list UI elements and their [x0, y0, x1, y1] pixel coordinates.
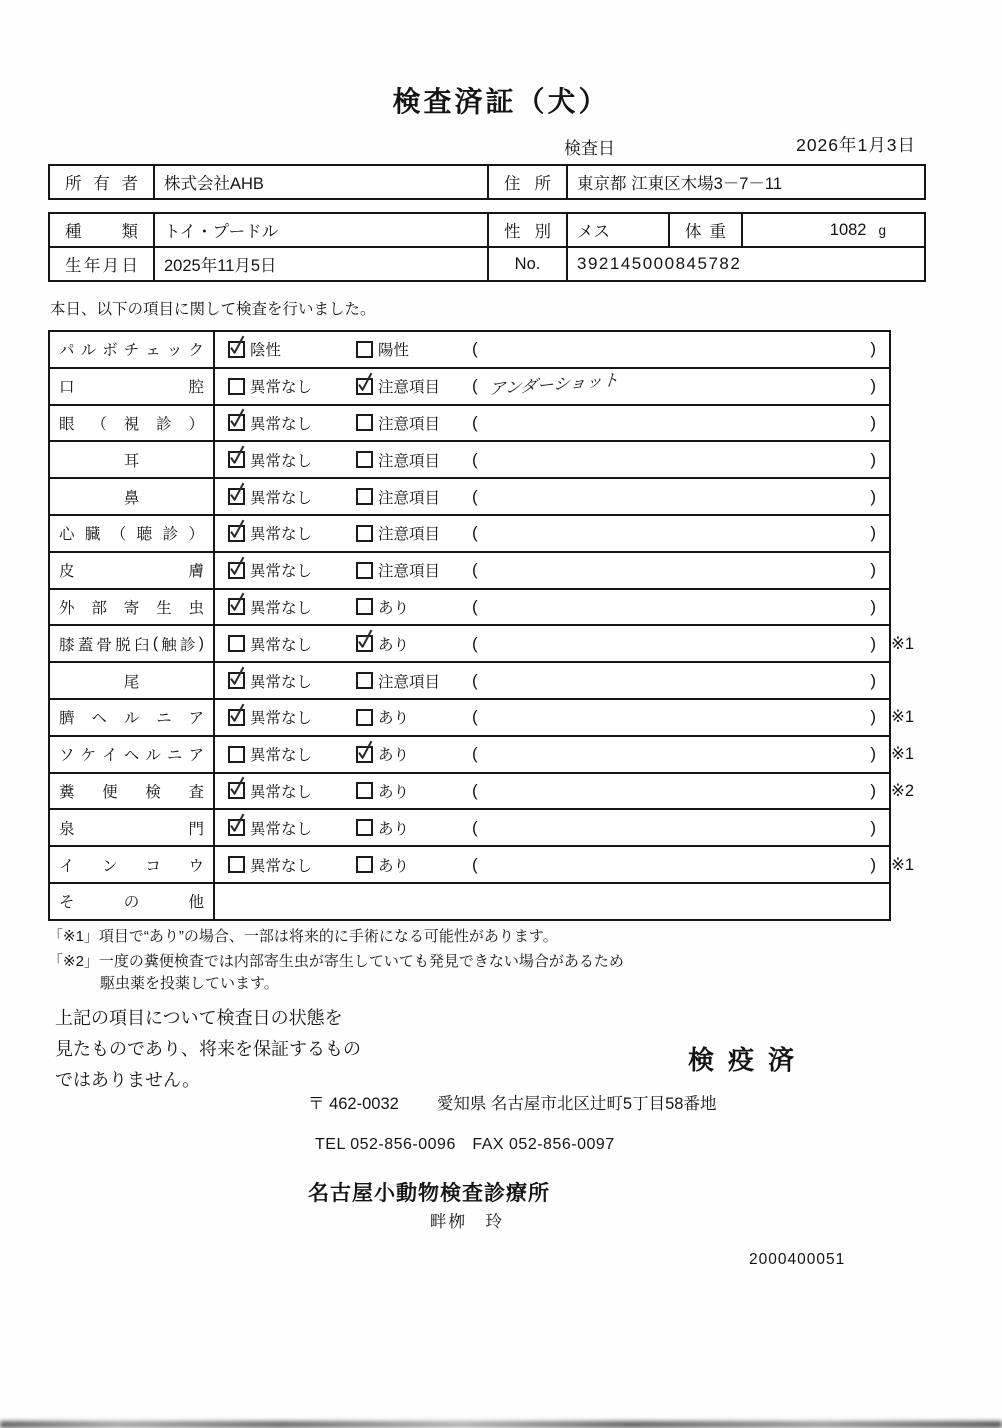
checkbox[interactable]	[356, 525, 373, 542]
open-paren: (	[472, 376, 478, 396]
serial-number: 2000400051	[749, 1251, 846, 1268]
weight-unit: g	[878, 222, 886, 238]
close-paren: )	[870, 376, 876, 396]
checkbox[interactable]	[228, 856, 245, 873]
option-label: 注意項目	[378, 563, 441, 581]
inspection-date-label: 検査日	[564, 139, 615, 158]
open-paren: (	[472, 596, 478, 616]
notes-area	[471, 442, 889, 477]
option-label: 注意項目	[378, 415, 441, 433]
checklist-item-label: 心 臓 （ 聴 診 ）	[50, 516, 215, 551]
option-cell	[343, 332, 471, 367]
checkbox[interactable]	[356, 378, 373, 395]
open-paren: (	[472, 412, 478, 432]
option-cell	[343, 442, 471, 477]
open-paren: (	[472, 744, 478, 764]
option-cell	[343, 590, 471, 625]
checklist-item-label: 皮 膚	[50, 553, 215, 588]
checklist-item-label: ソ ケ イ ヘ ル ニ ア	[50, 737, 215, 772]
close-paren: )	[870, 707, 876, 727]
address-value: 東京都 江東区木場3－7－11	[577, 175, 783, 193]
checklist-item-label: イ ン コ ウ	[50, 847, 215, 882]
sex-value: メス	[568, 214, 670, 246]
checklist-row	[50, 663, 889, 700]
row-marker: ※1	[891, 634, 915, 653]
open-paren: (	[472, 780, 478, 800]
note-text: アンダーショット	[488, 371, 620, 399]
checklist-item-label: 耳	[50, 442, 215, 477]
veterinarian-name: 畔栁 玲	[430, 1213, 504, 1231]
checkbox[interactable]	[356, 746, 373, 763]
option-cell	[215, 847, 343, 882]
option-cell	[215, 626, 343, 661]
option-label: 異常なし	[250, 452, 313, 470]
option-cell	[215, 406, 343, 441]
option-label: 異常なし	[250, 379, 313, 397]
option-cell	[343, 369, 471, 404]
notes-area	[471, 626, 889, 661]
checklist-row	[50, 626, 915, 663]
option-cell	[215, 553, 343, 588]
option-label: 陽性	[378, 342, 410, 360]
option-label: 異常なし	[250, 857, 313, 875]
option-cell	[343, 700, 471, 735]
option-label: 異常なし	[250, 747, 313, 765]
checkbox[interactable]	[228, 488, 245, 505]
notes-area	[471, 700, 889, 735]
notes-area	[471, 663, 889, 698]
open-paren: (	[472, 670, 478, 690]
row-marker: ※2	[891, 781, 915, 800]
owner-row	[50, 166, 924, 198]
option-cell	[215, 369, 343, 404]
open-paren: (	[472, 449, 478, 469]
close-paren: )	[870, 633, 876, 653]
option-cell	[215, 590, 343, 625]
option-label: 異常なし	[250, 563, 313, 581]
no-label: No.	[489, 248, 568, 280]
checkbox[interactable]	[356, 488, 373, 505]
breed-value: トイ・プードル	[155, 214, 489, 246]
option-label: 注意項目	[378, 673, 441, 691]
clinic-postal-line	[308, 1090, 716, 1114]
breed-label: 種 類	[50, 214, 155, 246]
notes-area	[471, 332, 889, 367]
option-cell	[343, 847, 471, 882]
option-label: 異常なし	[250, 783, 313, 801]
footnote-2: 「※2」一度の糞便検査では内部寄生虫が寄生していても発見できない場合があるため	[48, 953, 624, 970]
checklist-item-label: 膝 蓋 骨 脱 臼 ( 触 診 )	[50, 626, 215, 661]
checkbox[interactable]	[356, 819, 373, 836]
option-cell	[215, 663, 343, 698]
disclaimer-line-1: 上記の項目について検査日の状態を	[55, 1008, 343, 1028]
notes-area	[471, 847, 889, 882]
postal-code: 〒 462-0032	[308, 1095, 399, 1113]
notes-area	[471, 479, 889, 514]
close-paren: )	[870, 339, 876, 359]
option-label: 異常なし	[250, 599, 313, 617]
quarantine-stamp: 検疫済	[688, 1045, 809, 1075]
option-cell	[343, 406, 471, 441]
open-paren: (	[472, 854, 478, 874]
option-label: 注意項目	[378, 526, 441, 544]
checkbox[interactable]	[228, 414, 245, 431]
owner-table	[48, 164, 926, 200]
checklist-row	[50, 406, 889, 443]
option-cell	[215, 516, 343, 551]
checkbox[interactable]	[228, 709, 245, 726]
close-paren: )	[870, 670, 876, 690]
sex-label: 性 別	[489, 214, 568, 246]
checklist-row	[50, 590, 889, 627]
option-cell	[343, 479, 471, 514]
notes-area	[471, 810, 889, 845]
option-label: 陰性	[250, 342, 282, 360]
option-label: あり	[378, 783, 410, 801]
option-label: あり	[378, 857, 410, 875]
close-paren: )	[870, 817, 876, 837]
notes-area	[471, 590, 889, 625]
option-cell	[343, 663, 471, 698]
open-paren: (	[472, 707, 478, 727]
checkbox[interactable]	[356, 856, 373, 873]
checklist-item-label: 口 腔	[50, 369, 215, 404]
checkbox[interactable]	[228, 672, 245, 689]
notes-area	[471, 774, 889, 809]
option-label: あり	[378, 710, 410, 728]
checklist-row	[50, 774, 915, 811]
checklist-item-label: 外 部 寄 生 虫	[50, 590, 215, 625]
checklist-row	[50, 810, 889, 847]
address-label: 住 所	[489, 166, 568, 198]
close-paren: )	[870, 854, 876, 874]
checkbox[interactable]	[228, 341, 245, 358]
checklist-item-label: そ の 他	[50, 884, 215, 919]
checklist-item-label: 尾	[50, 663, 215, 698]
close-paren: )	[870, 486, 876, 506]
checkbox[interactable]	[228, 746, 245, 763]
checkbox[interactable]	[356, 341, 373, 358]
checklist-item-label: 糞 便 検 査	[50, 774, 215, 809]
row-marker: ※1	[891, 745, 915, 764]
owner-label: 所 有 者	[50, 166, 155, 198]
option-label: あり	[378, 599, 410, 617]
open-paren: (	[472, 560, 478, 580]
option-label: 注意項目	[378, 379, 441, 397]
checkbox[interactable]	[356, 598, 373, 615]
option-label: あり	[378, 636, 410, 654]
open-paren: (	[472, 633, 478, 653]
checklist-row	[50, 479, 889, 516]
checklist-row	[50, 369, 889, 406]
option-cell	[343, 516, 471, 551]
disclaimer-line-2: 見たものであり、将来を保証するもの	[55, 1039, 361, 1059]
option-cell	[215, 479, 343, 514]
weight-label: 体 重	[670, 214, 743, 246]
checkbox[interactable]	[356, 709, 373, 726]
option-label: 異常なし	[250, 526, 313, 544]
birth-row	[50, 246, 924, 280]
checkbox[interactable]	[228, 562, 245, 579]
option-label: 異常なし	[250, 636, 313, 654]
inspection-date-value: 2026年1月3日	[796, 135, 916, 155]
checklist-row	[50, 516, 889, 553]
checklist-row	[50, 737, 915, 774]
clinic-address: 愛知県 名古屋市北区辻町5丁目58番地	[436, 1095, 717, 1113]
notes-area	[471, 369, 889, 404]
checklist-row	[50, 884, 889, 919]
footnote-2-continued: 駆虫薬を投薬しています。	[100, 975, 279, 992]
clinic-tel-fax: TEL 052-856-0096 FAX 052-856-0097	[315, 1136, 615, 1153]
checklist-item-label: パ ル ボ チ ェ ッ ク	[50, 332, 215, 367]
option-cell	[215, 774, 343, 809]
checklist-row	[50, 553, 889, 590]
checklist-table	[48, 330, 915, 921]
no-value: 392145000845782	[577, 254, 742, 273]
checkbox[interactable]	[228, 451, 245, 468]
disclaimer-line-3: ではありません。	[55, 1070, 201, 1090]
close-paren: )	[870, 523, 876, 543]
pet-table	[48, 212, 926, 282]
birth-value: 2025年11月5日	[155, 248, 489, 280]
option-label: 異常なし	[250, 710, 313, 728]
option-label: 異常なし	[250, 820, 313, 838]
open-paren: (	[472, 339, 478, 359]
open-paren: (	[472, 523, 478, 543]
checklist-item-label: 眼 （ 視 診 ）	[50, 406, 215, 441]
intro-text: 本日、以下の項目に関して検査を行いました。	[50, 301, 376, 318]
weight-value	[743, 214, 924, 246]
close-paren: )	[870, 412, 876, 432]
checklist-row	[50, 442, 889, 479]
option-label: 注意項目	[378, 489, 441, 507]
checklist-item-label: 鼻	[50, 479, 215, 514]
close-paren: )	[870, 449, 876, 469]
option-cell	[343, 626, 471, 661]
checkbox[interactable]	[228, 782, 245, 799]
checkbox[interactable]	[228, 819, 245, 836]
checkbox[interactable]	[356, 672, 373, 689]
option-cell	[343, 737, 471, 772]
option-cell	[343, 810, 471, 845]
notes-area	[471, 737, 889, 772]
checklist-row	[50, 847, 915, 884]
option-label: 注意項目	[378, 452, 441, 470]
checkbox[interactable]	[228, 598, 245, 615]
footnote-1: 「※1」項目で“あり”の場合、一部は将来的に手術になる可能性があります。	[48, 928, 558, 945]
open-paren: (	[472, 817, 478, 837]
checkbox[interactable]	[228, 525, 245, 542]
close-paren: )	[870, 560, 876, 580]
weight-number: 1082	[829, 220, 867, 239]
scan-edge-artifact	[0, 1421, 1002, 1428]
option-cell	[215, 810, 343, 845]
option-label: 異常なし	[250, 415, 313, 433]
close-paren: )	[870, 780, 876, 800]
checkbox[interactable]	[228, 378, 245, 395]
owner-value: 株式会社AHB	[155, 166, 489, 198]
checkbox[interactable]	[356, 414, 373, 431]
close-paren: )	[870, 596, 876, 616]
checkbox[interactable]	[356, 635, 373, 652]
checkbox[interactable]	[228, 635, 245, 652]
checkbox[interactable]	[356, 451, 373, 468]
option-label: 異常なし	[250, 489, 313, 507]
checklist-row	[50, 332, 889, 369]
option-label: あり	[378, 820, 410, 838]
document-title: 検査済証（犬）	[392, 86, 610, 117]
checkbox[interactable]	[356, 562, 373, 579]
row-marker: ※1	[891, 855, 915, 874]
breed-row	[50, 214, 924, 246]
birth-label: 生 年 月 日	[50, 248, 155, 280]
notes-area	[471, 516, 889, 551]
clinic-name: 名古屋小動物検査診療所	[308, 1182, 550, 1205]
notes-area	[471, 553, 889, 588]
close-paren: )	[870, 744, 876, 764]
option-cell	[215, 442, 343, 477]
open-paren: (	[472, 486, 478, 506]
option-cell	[343, 553, 471, 588]
option-label: あり	[378, 747, 410, 765]
option-cell	[215, 737, 343, 772]
option-cell	[215, 332, 343, 367]
option-cell	[343, 774, 471, 809]
option-cell	[215, 700, 343, 735]
checklist-item-label: 泉 門	[50, 810, 215, 845]
checkbox[interactable]	[356, 782, 373, 799]
checklist-row	[50, 700, 915, 737]
row-marker: ※1	[891, 708, 915, 727]
checklist-item-label: 臍 ヘ ル ニ ア	[50, 700, 215, 735]
option-label: 異常なし	[250, 673, 313, 691]
notes-area	[471, 406, 889, 441]
